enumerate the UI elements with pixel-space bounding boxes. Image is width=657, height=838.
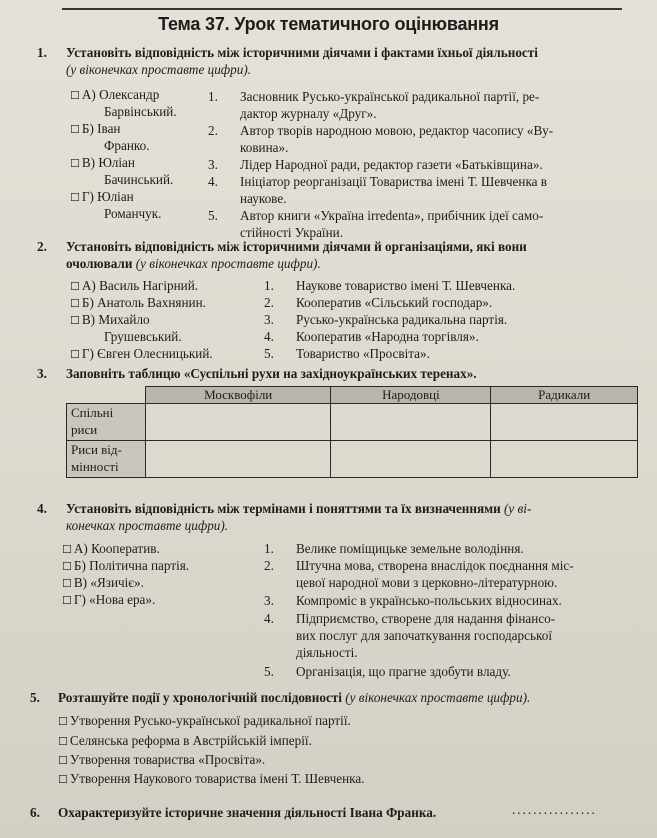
q3-text: Заповніть таблицю «Суспільні рухи на західноукраїнських теренах». [66, 366, 477, 381]
q2-option-a[interactable]: ☐ А) Василь Нагірний. [70, 278, 199, 293]
answer-cell[interactable] [491, 404, 638, 441]
checkbox-icon[interactable]: ☐ [62, 543, 72, 556]
q4-answer-text: цевої народної мови з церковно-літературною. [296, 575, 558, 590]
checkbox-icon[interactable]: ☐ [62, 560, 72, 573]
q5-item[interactable]: ☐ Утворення Русько-української радикальної партії. [58, 713, 351, 728]
q4-text-line1: Установіть відповідність між термінами і поняттями та їх визначеннями (у ві- [66, 501, 532, 516]
q2-answer-text: Наукове товариство імені Т. Шевченка. [296, 278, 516, 293]
row-label: Спільні риси [67, 404, 146, 441]
checkbox-icon[interactable]: ☐ [62, 594, 72, 607]
q4-answer-num: 4. [264, 611, 274, 626]
checkbox-icon[interactable]: ☐ [58, 735, 68, 748]
checkbox-icon[interactable]: ☐ [58, 773, 68, 786]
q1-answer-text: Ініціатор реорганізації Товариства імені Т. Шевченка в [240, 174, 548, 189]
answer-cell[interactable] [331, 441, 491, 478]
q2-answer-num: 5. [264, 346, 274, 361]
checkbox-icon[interactable]: ☐ [70, 348, 80, 361]
q1-option-b[interactable]: ☐ Б) Іван [70, 121, 121, 136]
q1-option-b-cont: Франко. [104, 138, 150, 153]
table-row [67, 441, 638, 478]
checkbox-icon[interactable]: ☐ [70, 280, 80, 293]
q2-option-c-cont: Грушевський. [104, 329, 182, 344]
table-corner [67, 387, 146, 404]
q1-block [37, 44, 47, 61]
q2-answer-num: 2. [264, 295, 274, 310]
answer-cell[interactable] [331, 404, 491, 441]
answer-cell[interactable] [146, 404, 331, 441]
q4-answer-text: Організація, що прагне здобути владу. [296, 664, 511, 679]
row-label: Риси від- мінності [67, 441, 146, 478]
checkbox-icon[interactable]: ☐ [58, 754, 68, 767]
q2-option-c[interactable]: ☐ В) Михайло [70, 312, 150, 327]
q1-option-c-cont: Бачинський. [104, 172, 174, 187]
q1-text-line2: (у віконечках проставте цифри). [66, 62, 252, 77]
q2-option-b[interactable]: ☐ Б) Анатоль Вахнянин. [70, 295, 206, 310]
page-title: Тема 37. Урок тематичного оцінювання [158, 14, 499, 34]
q2-text-line2: очолювали (у віконечках проставте цифри). [66, 256, 321, 271]
q2-answer-text: Русько-українська радикальна партія. [296, 312, 508, 327]
q4-option-a[interactable]: ☐ А) Кооператив. [62, 541, 160, 556]
table-header: Народовці [331, 387, 491, 404]
q2-answer-text: Товариство «Просвіта». [296, 346, 430, 361]
q4-answer-text: Підприємство, створене для надання фінансо- [296, 611, 556, 626]
q2-option-d[interactable]: ☐ Г) Євген Олесницький. [70, 346, 213, 361]
q1-answer-num: 2. [208, 123, 218, 138]
q4-answer-text: Штучна мова, створена внаслідок поєднання міс- [296, 558, 574, 573]
q4-answer-text: Велике поміщицьке земельне володіння. [296, 541, 524, 556]
q1-answer-num: 3. [208, 157, 218, 172]
q1-option-d-cont: Романчук. [104, 206, 162, 221]
table-header: Радикали [491, 387, 638, 404]
q4-answer-text: Компроміс в українсько-польських відносинах. [296, 593, 562, 608]
q1-answer-text: дактор журналу «Друг». [240, 106, 377, 121]
q1-answer-text: наукове. [240, 191, 287, 206]
q1-text-line1: Установіть відповідність між історичними діячами і фактами їхньої діяльності [66, 45, 538, 60]
q6-text: Охарактеризуйте історичне значення діяльності Івана Франка. [58, 805, 437, 820]
q2-answer-num: 3. [264, 312, 274, 327]
checkbox-icon[interactable]: ☐ [70, 297, 80, 310]
q5-item[interactable]: ☐ Селянська реформа в Австрійській імперії. [58, 733, 312, 748]
q2-text-line1: Установіть відповідність між історичними діячами й організаціями, які вони [66, 239, 527, 254]
q1-option-c[interactable]: ☐ В) Юліан [70, 155, 135, 170]
q2-answer-text: Кооператив «Сільський господар». [296, 295, 493, 310]
q1-answer-num: 4. [208, 174, 218, 189]
q4-answer-num: 1. [264, 541, 274, 556]
q2-number: 2. [37, 239, 47, 254]
table-header-row [67, 387, 638, 404]
q4-option-b[interactable]: ☐ Б) Політична партія. [62, 558, 190, 573]
checkbox-icon[interactable]: ☐ [70, 123, 80, 136]
q5-item[interactable]: ☐ Утворення Наукового товариства імені Т. Шевченка. [58, 771, 365, 786]
q1-option-d[interactable]: ☐ Г) Юліан [70, 189, 134, 204]
checkbox-icon[interactable]: ☐ [62, 577, 72, 590]
q1-answer-text: Лідер Народної ради, редактор газети «Батьківщина». [240, 157, 543, 172]
q4-option-d[interactable]: ☐ Г) «Нова ера». [62, 592, 156, 607]
q1-answer-text: Автор книги «Україна irredenta», прибічник ідеї само- [240, 208, 544, 223]
q4-answer-text: вих послуг для започаткування господарської [296, 628, 552, 643]
q5-text: Розташуйте події у хронологічній послідовності (у віконечках проставте цифри). [58, 690, 531, 705]
top-rule [62, 8, 622, 10]
q4-answer-num: 2. [264, 558, 274, 573]
q2-answer-text: Кооператив «Народна торгівля». [296, 329, 479, 344]
q5-number: 5. [30, 690, 40, 705]
q1-option-a[interactable]: ☐ А) Олександр [70, 87, 160, 102]
q1-option-a-cont: Барвінський. [104, 104, 177, 119]
q4-number: 4. [37, 501, 47, 516]
table-header: Москвофіли [146, 387, 331, 404]
q1-answer-text: Автор творів народною мовою, редактор часопису «Ву- [240, 123, 554, 138]
q1-answer-num: 1. [208, 89, 218, 104]
q6-answer-line[interactable]: ................ [512, 802, 597, 817]
social-movements-table [66, 386, 638, 478]
table-row [67, 404, 638, 441]
checkbox-icon[interactable]: ☐ [70, 89, 80, 102]
q4-text-line2: конечках проставте цифри). [66, 518, 229, 533]
q2-answer-num: 1. [264, 278, 274, 293]
q5-item[interactable]: ☐ Утворення товариства «Просвіта». [58, 752, 266, 767]
q1-answer-text: стійності України. [240, 225, 344, 240]
q4-answer-text: діяльності. [296, 645, 358, 660]
q4-answer-num: 3. [264, 593, 274, 608]
q4-option-c[interactable]: ☐ В) «Язичіє». [62, 575, 144, 590]
q1-answer-num: 5. [208, 208, 218, 223]
answer-cell[interactable] [491, 441, 638, 478]
checkbox-icon[interactable]: ☐ [58, 715, 68, 728]
q1-answer-text: ковина». [240, 140, 289, 155]
answer-cell[interactable] [146, 441, 331, 478]
q3-number: 3. [37, 366, 47, 381]
checkbox-icon[interactable]: ☐ [70, 314, 80, 327]
q2-answer-num: 4. [264, 329, 274, 344]
q1-answer-text: Засновник Русько-української радикальної партії, ре- [240, 89, 540, 104]
checkbox-icon[interactable]: ☐ [70, 191, 80, 204]
q4-answer-num: 5. [264, 664, 274, 679]
checkbox-icon[interactable]: ☐ [70, 157, 80, 170]
q1-number: 1. [37, 45, 47, 60]
q6-number: 6. [30, 805, 40, 820]
